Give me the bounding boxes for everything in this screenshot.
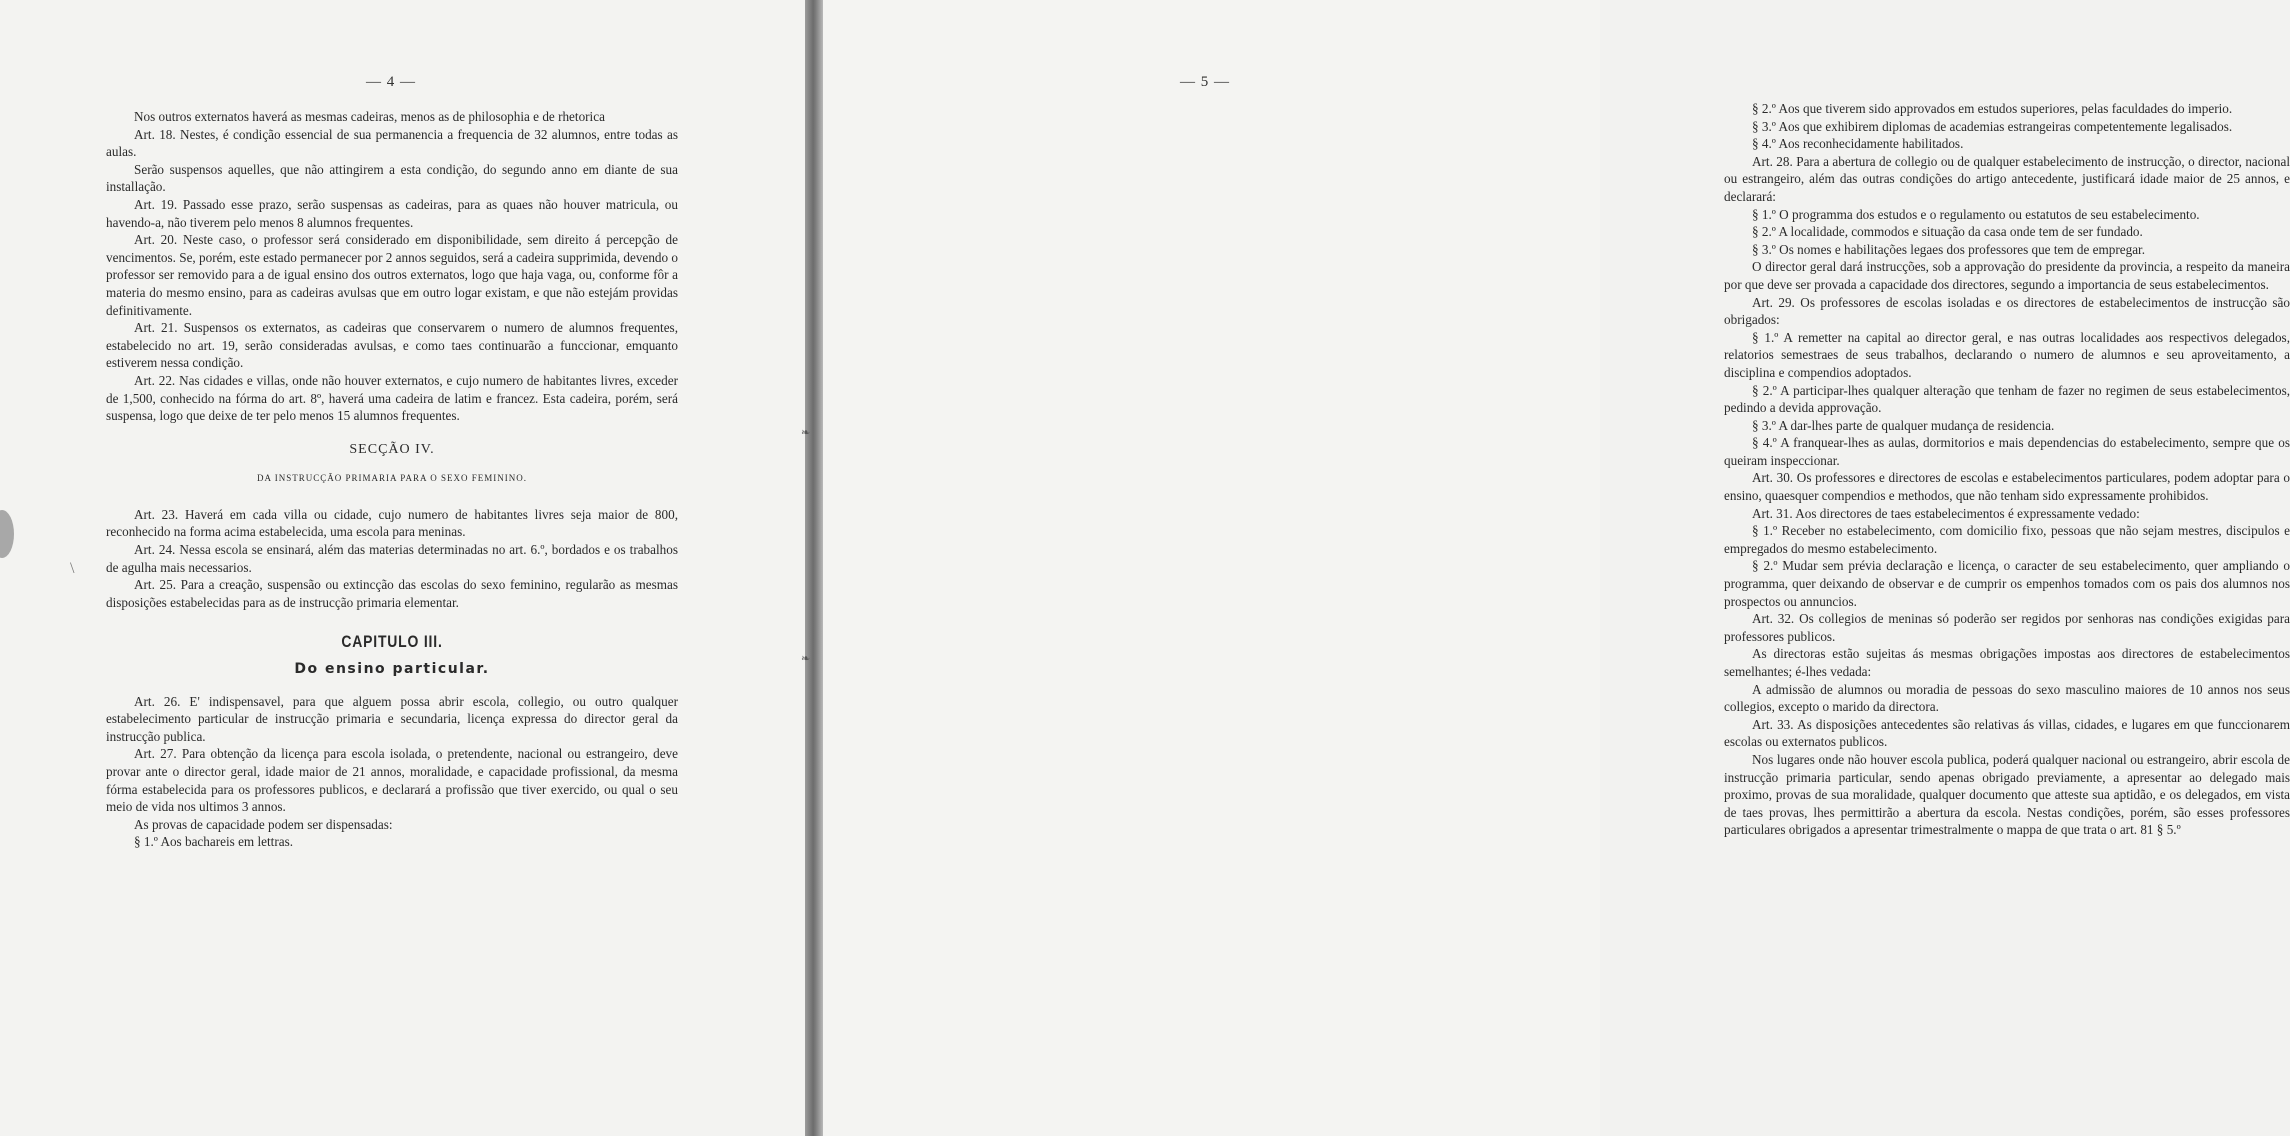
paragraph: Art. 26. E' indispensavel, para que alguem possa abrir escola, collegio, ou outro qualquer estabelecimento particular de instrucção primaria e secundaria, licença expressa do director geral da instrucção publica. (106, 693, 678, 744)
paragraph: Nos lugares onde não houver escola publica, poderá qualquer nacional ou estrangeiro, abrir escola de instrucção primaria particular, sendo apenas obrigado previamente, a apresentar ao delegado mais proximo, provas de sua moralidade, qualquer documento que atteste sua aptidão, e os delegados, em vista de taes provas, lhes permittirão a abertura da escola. Nestas condições, porém, são esses professores particulares obrigados a apresentar trimestralmente o mappa de que trata o art. 81 § 5.º (1724, 751, 2290, 838)
section-heading: SECÇÃO IV. (349, 441, 435, 457)
section-subheading: DA INSTRUCÇÃO PRIMARIA PARA O SEXO FEMININO. (257, 473, 527, 484)
paragraph: Art. 29. Os professores de escolas isoladas e os directores de estabelecimentos de instrucção são obrigados: (1724, 294, 2290, 328)
left-page-text (106, 108, 678, 851)
paragraph: Art. 27. Para obtenção da licença para escola isolada, o pretendente, nacional ou estrangeiro, deve provar ante o director geral, idade maior de 21 annos, moralidade, e capacidade profissional, da mesma fórma estabelecida para os professores publicos, e declarará a profissão que tiver exercido, ou qual o seu meio de vida nos ultimos 3 annos. (106, 746, 678, 815)
paragraph: Serão suspensos aquelles, que não attingirem a esta condição, do segundo anno em diante de sua installação. (106, 161, 678, 195)
paragraph: § 1.º A remetter na capital ao director geral, e nas outras localidades aos respectivos delegados, relatorios semestraes de seus trabalhos, declarando o numero de alumnos e seu aproveitamento, a disciplina e compendios adoptados. (1724, 329, 2290, 380)
paragraph: Art. 21. Suspensos os externatos, as cadeiras que conservarem o numero de alumnos frequentes, estabelecido no art. 19, serão consideradas avulsas, e como taes continuarão a funccionar, emquanto estiverem nessa condição. (106, 320, 678, 371)
paragraph: Art. 25. Para a creação, suspensão ou extincção das escolas do sexo feminino, regularão as mesmas disposições estabelecidas para as de instrucção primaria elementar. (106, 577, 678, 610)
paragraph: § 2.º A localidade, commodos e situação da casa onde tem de ser fundado. (1752, 224, 2143, 240)
chapter-heading: CAPITULO III. (341, 632, 443, 652)
paragraph: § 3.º Aos que exhibirem diplomas de academias estrangeiras competentemente legalisados. (1752, 118, 2233, 134)
paragraph: § 1.º Receber no estabelecimento, com domicilio fixo, pessoas que não sejam mestres, discipulos e empregados do mesmo estabelecimento. (1724, 523, 2290, 556)
chapter-subheading: Do ensino particular. (294, 661, 490, 678)
paragraph: O director geral dará instrucções, sob a approvação do presidente da provincia, a respeito da maneira por que deve ser provada a capacidade dos directores, segundo a importancia de seus estabelecimentos. (1724, 259, 2290, 292)
paragraph: Art. 23. Haverá em cada villa ou cidade, cujo numero de habitantes livres seja maior de 800, reconhecido na forma acima estabelecida, uma escola para meninas. (106, 506, 678, 540)
left-page (0, 0, 805, 1136)
right-page (823, 0, 2290, 1136)
page-number: — 4 — (366, 74, 416, 90)
paragraph: Art. 24. Nessa escola se ensinará, além das materias determinadas no art. 6.º, bordados e os trabalhos de agulha mais necessarios. (106, 542, 678, 575)
paragraph: Art. 28. Para a abertura de collegio ou de qualquer estabelecimento de instrucção, o director, nacional ou estrangeiro, além das outras condições do artigo antecedente, justificará idade maior de 25 annos, e declarará: (1724, 153, 2290, 204)
paragraph: Art. 22. Nas cidades e villas, onde não houver externatos, e cujo numero de habitantes livres, exceder de 1,500, conhecido na fórma do art. 8º, haverá uma cadeira de latim e francez. Esta cadeira, porém, será suspensa, logo que deixe de ter pelo menos 15 alumnos frequentes. (106, 372, 678, 424)
paragraph: Art. 30. Os professores e directores de escolas e estabelecimentos particulares, podem adoptar para o ensino, quaesquer compendios e methodos, que não tenham sido expressamente prohibidos. (1724, 470, 2290, 504)
paragraph: As provas de capacidade podem ser dispensadas: (134, 816, 393, 832)
paragraph: § 2.º Mudar sem prévia declaração e licença, o caracter de seu estabelecimento, quer ampliando o programma, quer deixando de observar e de cumprir os empenhos tomados com os pais dos alumnos nos prospectos ou annuncios. (1724, 558, 2290, 609)
paragraph: § 4.º A franquear-lhes as aulas, dormitorios e mais dependencias do estabelecimento, sempre que os queiram inspeccionar. (1724, 435, 2290, 468)
margin-stroke-mark: \ (70, 560, 75, 577)
paragraph: Art. 19. Passado esse prazo, serão suspensas as cadeiras, para as quaes não houver matricula, ou havendo-a, não tiverem pelo menos 8 alumnos frequentes. (106, 196, 678, 230)
paragraph: § 3.º Os nomes e habilitações legaes dos professores que tem de empregar. (1752, 241, 2146, 257)
paragraph: Art. 18. Nestes, é condição essencial de sua permanencia a frequencia de 32 alumnos, entre todas as aulas. (106, 126, 678, 160)
paragraph: § 2.º A participar-lhes qualquer alteração que tenham de fazer no regimen de seus estabelecimentos, pedindo a devida approvação. (1724, 382, 2290, 416)
paragraph: § 3.º A dar-lhes parte de qualquer mudança de residencia. (1752, 417, 2055, 433)
page-edge-blot (0, 510, 14, 558)
page-number: — 5 — (1180, 74, 1230, 90)
paragraph: Nos outros externatos haverá as mesmas cadeiras, menos as de philosophia e de rhetorica (134, 109, 605, 124)
paragraph: Art. 31. Aos directores de taes estabelecimentos é expressamente vedado: (1752, 505, 2140, 521)
gutter-speck: ❧ (801, 653, 811, 665)
paragraph: § 1.º O programma dos estudos e o regulamento ou estatutos de seu estabelecimento. (1752, 206, 2200, 222)
paragraph: Art. 32. Os collegios de meninas só poderão ser regidos por senhoras nas condições exigidas para professores publicos. (1724, 611, 2290, 644)
paragraph: § 4.º Aos reconhecidamente habilitados. (1752, 136, 1964, 152)
gutter-speck: ❧ (801, 427, 811, 439)
right-page-text (1724, 100, 2290, 839)
paragraph: Art. 20. Neste caso, o professor será considerado em disponibilidade, sem direito á percepção de vencimentos. Se, porém, este estado permanecer por 2 annos seguidos, será a cadeira supprimida, devendo o professor ser removido para a de igual ensino dos outros externatos, logo que haja vaga, ou, conforme fôr a materia do mesmo ensino, para as cadeiras avulsas que em outro logar existam, e que não estejám providas definitivamente. (106, 232, 679, 318)
paragraph: § 1.º Aos bachareis em lettras. (134, 834, 293, 850)
paragraph: A admissão de alumnos ou moradia de pessoas do sexo masculino maiores de 10 annos nos seus collegios, excepto o marido da directora. (1724, 681, 2290, 715)
paragraph: Art. 33. As disposições antecedentes são relativas ás villas, cidades, e lugares em que funccionarem escolas ou externatos publicos. (1724, 716, 2290, 750)
paragraph: As directoras estão sujeitas ás mesmas obrigações impostas aos directores de estabelecimentos semelhantes; é-lhes vedada: (1724, 646, 2290, 679)
paragraph: § 2.º Aos que tiverem sido approvados em estudos superiores, pelas faculdades do imperio. (1752, 101, 2233, 116)
binding-gutter (805, 0, 823, 1136)
